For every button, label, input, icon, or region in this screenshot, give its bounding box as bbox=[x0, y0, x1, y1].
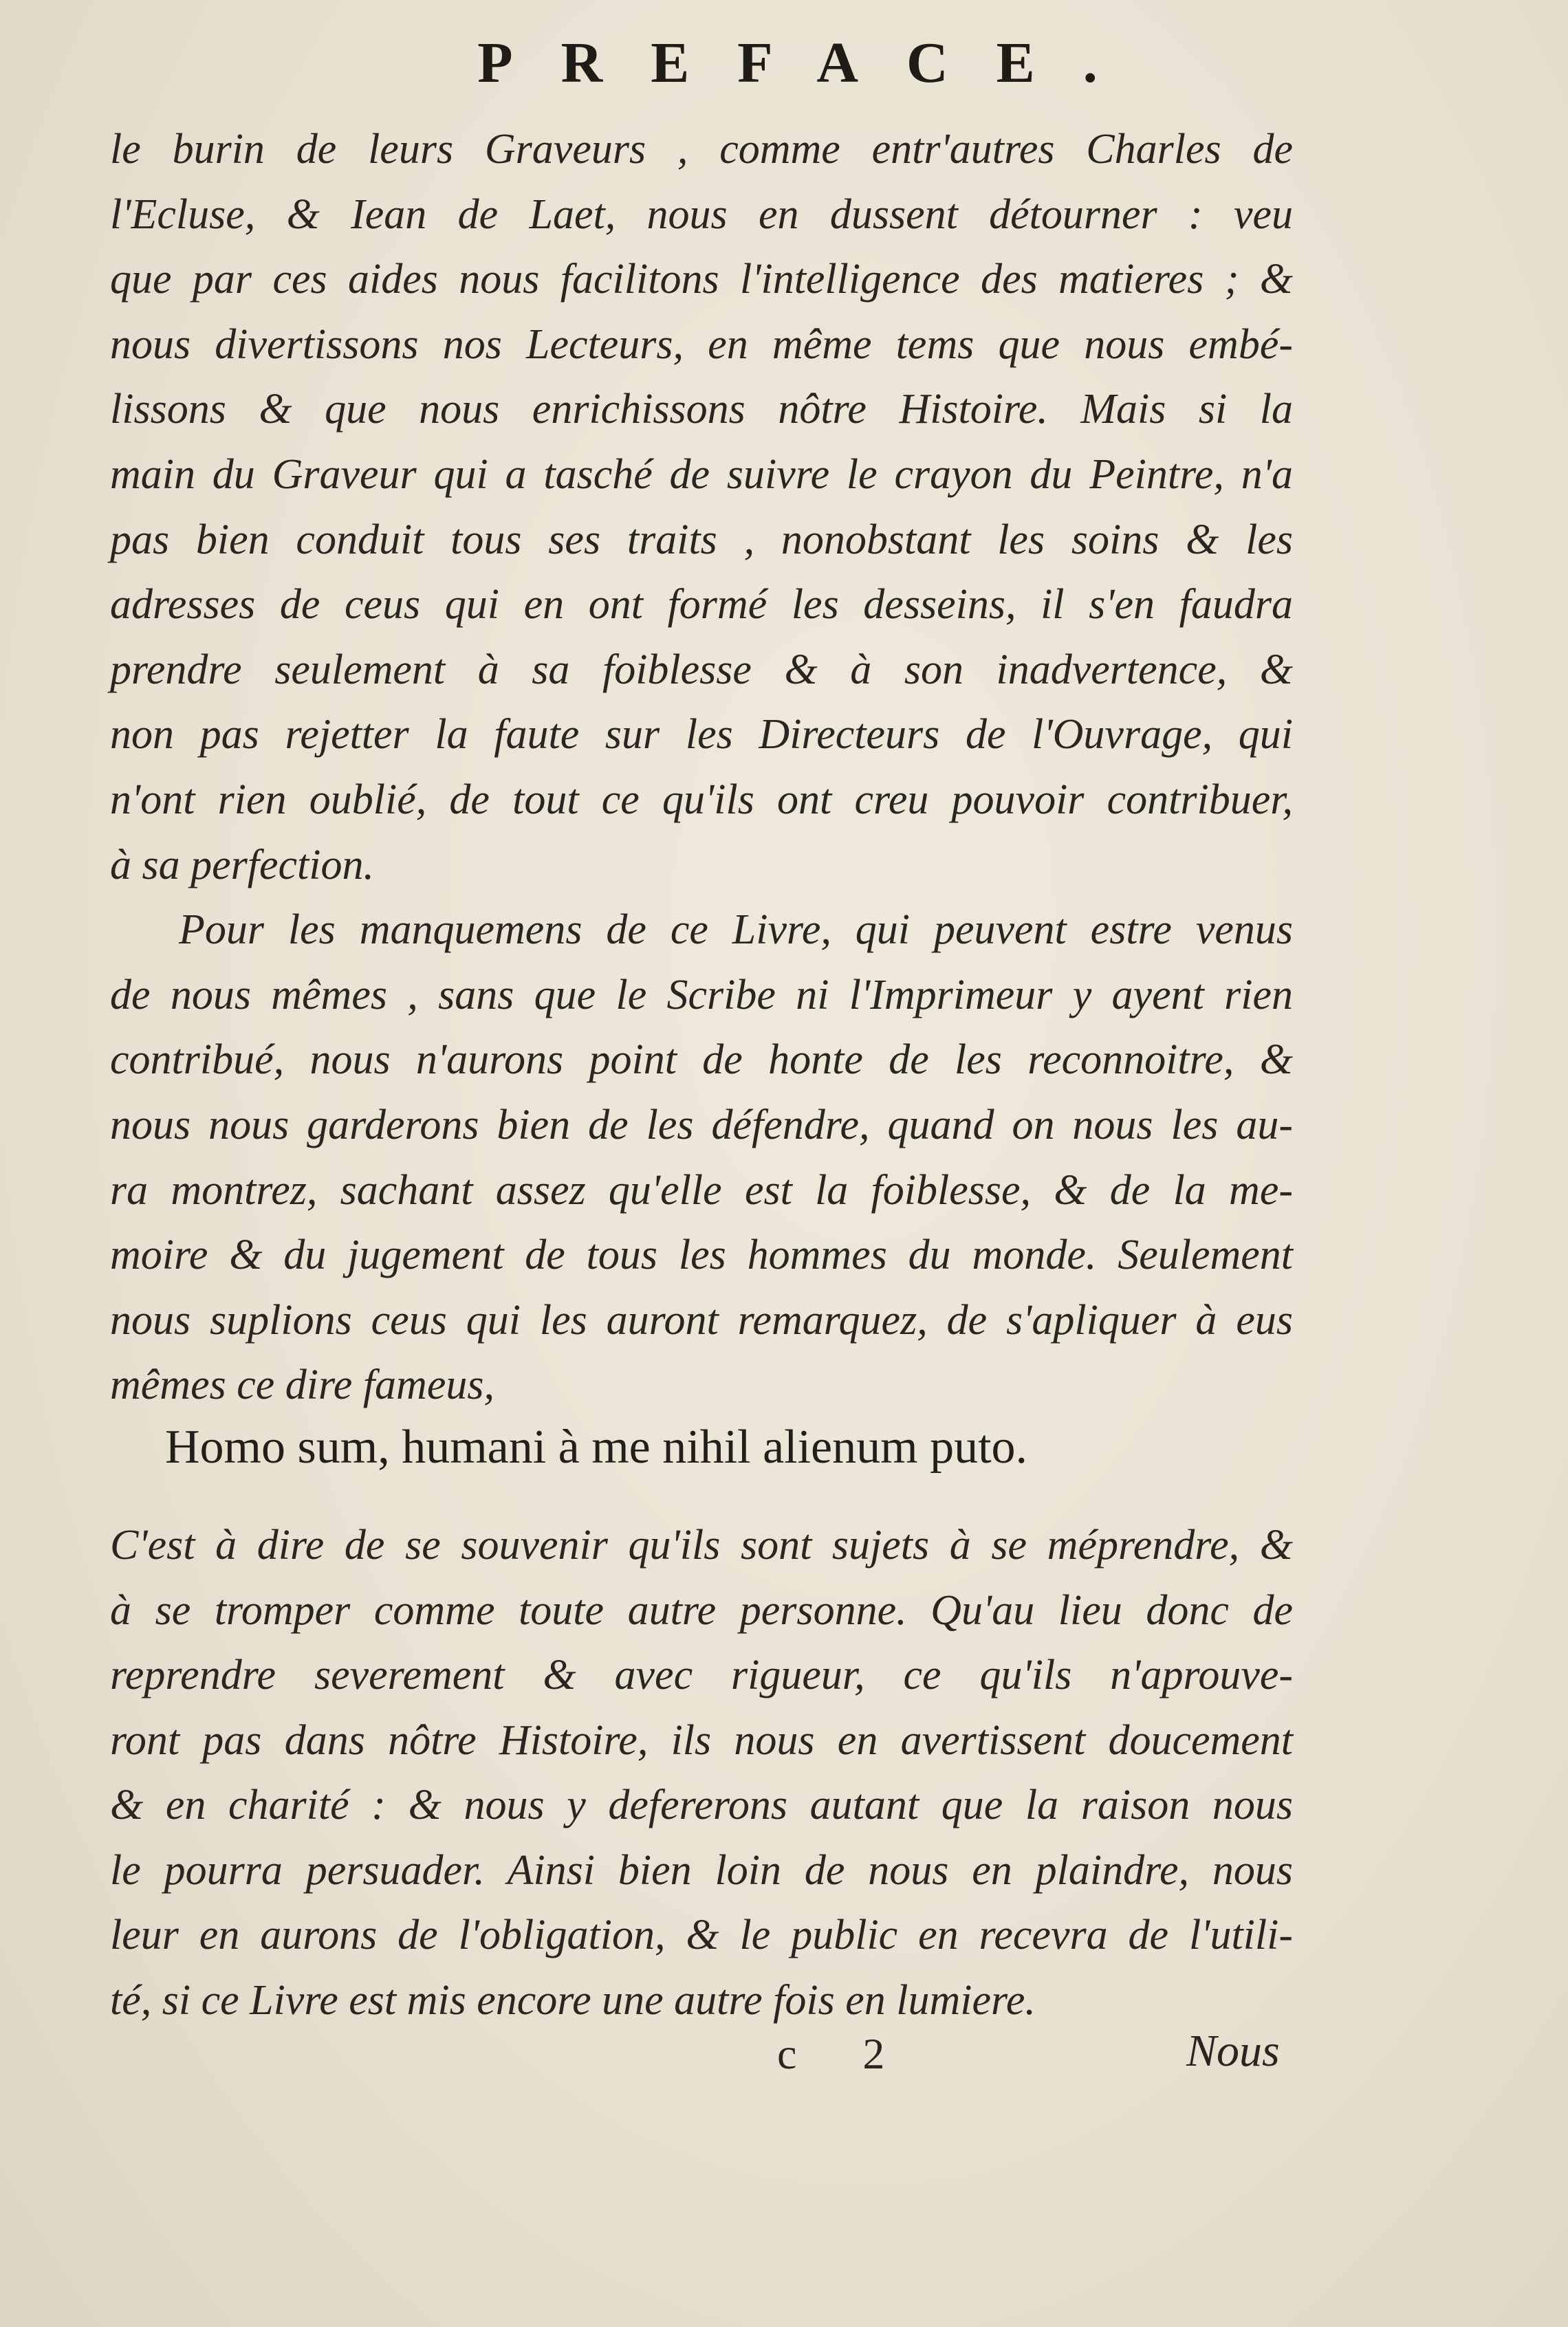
text-line: ra montrez, sachant assez qu'elle est la foiblesse, & de la me- bbox=[110, 1166, 1293, 1214]
text-line: l'Ecluse, & Iean de Laet, nous en dussent détourner : veu bbox=[110, 190, 1293, 238]
catchword: Nous bbox=[1186, 2026, 1280, 2076]
text-line: té, si ce Livre est mis encore une autre fois en lumiere. bbox=[110, 1976, 1036, 2024]
text-line: & en charité : & nous y defererons autant que la raison nous bbox=[110, 1782, 1293, 1828]
text-line: mêmes ce dire fameus, bbox=[110, 1362, 494, 1409]
body-text-continued bbox=[110, 1513, 1293, 2033]
paragraph-3 bbox=[110, 1513, 1293, 2033]
text-line: main du Graveur qui a tasché de suivre le crayon du Peintre, n'a bbox=[110, 450, 1293, 498]
text-line: nous suplions ceus qui les auront remarquez, de s'apliquer à eus bbox=[110, 1296, 1293, 1344]
text-line: à se tromper comme toute autre personne. Qu'au lieu donc de bbox=[110, 1586, 1293, 1634]
text-line: C'est à dire de se souvenir qu'ils sont sujets à se méprendre, & bbox=[110, 1522, 1293, 1569]
latin-quotation: Homo sum, humani à me nihil alienum puto. bbox=[165, 1421, 1028, 1474]
text-line: lissons & que nous enrichissons nôtre Histoire. Mais si la bbox=[110, 386, 1293, 433]
running-head: PREFACE. bbox=[477, 31, 1146, 95]
text-line: contribué, nous n'aurons point de honte de les reconnoitre, & bbox=[110, 1036, 1293, 1084]
paragraph-1 bbox=[110, 117, 1293, 897]
text-line: non pas rejetter la faute sur les Directeurs de l'Ouvrage, qui bbox=[110, 711, 1293, 758]
text-line: reprendre severement & avec rigueur, ce qu'ils n'aprouve- bbox=[110, 1652, 1293, 1698]
text-line: n'ont rien oublié, de tout ce qu'ils ont creu pouvoir contribuer, bbox=[110, 776, 1293, 823]
text-line: ront pas dans nôtre Histoire, ils nous en avertissent doucement bbox=[110, 1716, 1293, 1764]
text-line: nous nous garderons bien de les défendre, quand on nous les au- bbox=[110, 1101, 1293, 1148]
text-line: nous divertissons nos Lecteurs, en même tems que nous embé- bbox=[110, 320, 1293, 368]
text-line: prendre seulement à sa foiblesse & à son inadvertence, & bbox=[110, 646, 1293, 693]
text-line: le pourra persuader. Ainsi bien loin de nous en plaindre, nous bbox=[110, 1846, 1293, 1894]
body-text bbox=[110, 117, 1293, 1418]
text-line: adresses de ceus qui en ont formé les desseins, il s'en faudra bbox=[110, 581, 1293, 629]
text-line: pas bien conduit tous ses traits , nonobstant les soins & les bbox=[110, 516, 1293, 563]
text-line: à sa perfection. bbox=[110, 841, 374, 888]
text-line: leur en aurons de l'obligation, & le public en recevra de l'utili- bbox=[110, 1912, 1293, 1958]
text-line: que par ces aides nous facilitons l'intelligence des matieres ; & bbox=[110, 256, 1293, 303]
text-line: Pour les manquemens de ce Livre, qui peuvent estre venus bbox=[179, 906, 1293, 954]
signature-mark: c 2 bbox=[777, 2029, 913, 2078]
paragraph-2 bbox=[110, 897, 1293, 1418]
text-line: le burin de leurs Graveurs , comme entr'autres Charles de bbox=[110, 126, 1293, 173]
text-line: de nous mêmes , sans que le Scribe ni l'Imprimeur y ayent rien bbox=[110, 971, 1293, 1018]
text-line: moire & du jugement de tous les hommes du monde. Seulement bbox=[110, 1232, 1293, 1279]
